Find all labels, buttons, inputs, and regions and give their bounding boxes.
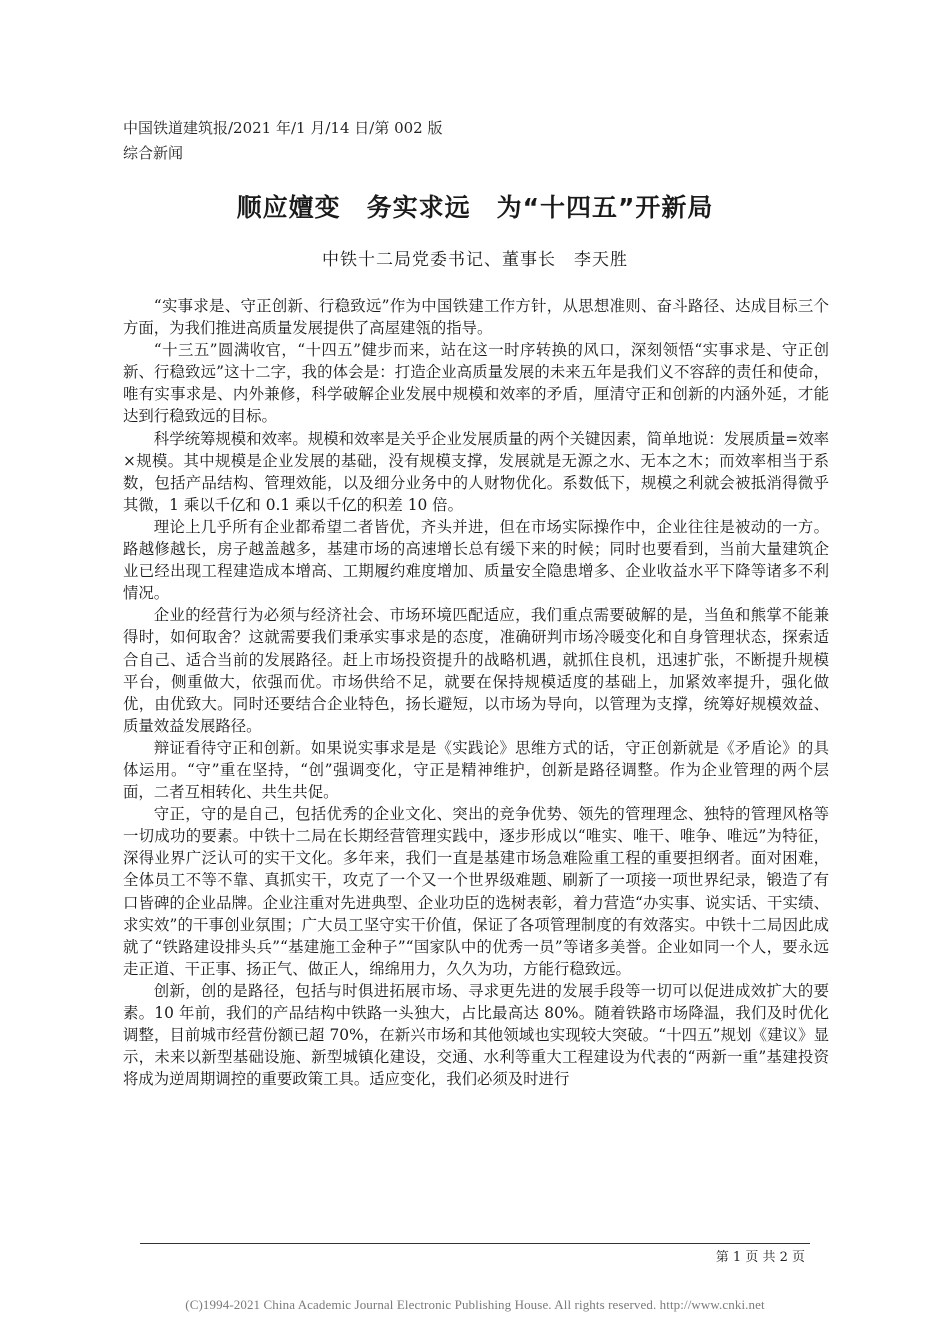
paragraph: “实事求是、守正创新、行稳致远”作为中国铁建工作方针，从思想准则、奋斗路径、达成目标三个方面，为我们推进高质量发展提供了高屋建瓴的指导。: [123, 297, 829, 338]
paragraph: 守正，守的是自己，包括优秀的企业文化、突出的竞争优势、领先的管理理念、独特的管理风格等一切成功的要素。中铁十二局在长期经营管理实践中，逐步形成以“唯实、唯干、唯争、唯远”为特征，深得业界广泛认可的实干文化。多年来，我们一直是基建市场急难险重工程的重要担纲者。面对困难，全体员工不等不靠、真抓实干，攻克了一个又一个世界级难题、刷新了一项接一项世界纪录，锻造了有口皆碑的企业品牌。企业注重对先进典型、企业功臣的选树表彰，着力营造“办实事、说实话、干实绩、求实效”的干事创业氛围；广大员工坚守实干价值，保证了各项管理制度的有效落实。中铁十二局因此成就了“铁路建设排头兵”“基建施工金种子”“国家队中的优秀一员”等诸多美誉。企业如同一个人，要永远走正道、干正事、扬正气、做正人，绵绵用力，久久为功，方能行稳致远。: [123, 805, 829, 978]
paragraph: 科学统筹规模和效率。规模和效率是关乎企业发展质量的两个关键因素，简单地说：发展质量=效率×规模。其中规模是企业发展的基础，没有规模支撑，发展就是无源之水、无本之木；而效率相当于系数，包括产品结构、管理效能，以及细分业务中的人财物优化。系数低下，规模之利就会被抵消得微乎其微，1 乘以千亿和 0.1 乘以千亿的积差 10 倍。: [123, 429, 829, 514]
paragraph: “十三五”圆满收官，“十四五”健步而来，站在这一时序转换的风口，深刻领悟“实事求是、守正创新、行稳致远”这十二字，我的体会是：打造企业高质量发展的未来五年是我们义不容辞的责任和使命，唯有实事求是、内外兼修，科学破解企业发展中规模和效率的矛盾，厘清守正和创新的内涵外延，才能达到行稳致远的目标。: [123, 341, 829, 426]
article-body: [123, 295, 829, 1090]
paragraph: 企业的经营行为必须与经济社会、市场环境匹配适应，我们重点需要破解的是，当鱼和熊掌不能兼得时，如何取舍？这就需要我们秉承实事求是的态度，准确研判市场冷暖变化和自身管理状态，探索适合自己、适合当前的发展路径。赶上市场投资提升的战略机遇，就抓住良机，迅速扩张，不断提升规模平台，侧重做大，依强而优。市场供给不足，就要在保持规模适度的基础上，加紧效率提升，强化做优，由优致大。同时还要结合企业特色，扬长避短，以市场为导向，以管理为支撑，统筹好规模效益、质量效益发展路径。: [123, 606, 829, 735]
section-label: 综合新闻: [123, 144, 184, 162]
copyright-notice: (C)1994-2021 China Academic Journal Electronic Publishing House. All rights reserved. http://www.cnki.net: [185, 1297, 765, 1312]
footer-divider: [140, 1243, 810, 1244]
paragraph: 创新，创的是路径，包括与时俱进拓展市场、寻求更先进的发展手段等一切可以促进成效扩大的要素。10 年前，我们的产品结构中铁路一头独大，占比最高达 80%。随着铁路市场降温，我们及时优化调整，目前城市经营份额已超 70%，在新兴市场和其他领域也实现较大突破。“十四五”规划《建议》显示，未来以新型基础设施、新型城镇化建设，交通、水利等重大工程建设为代表的“两新一重”基建投资将成为逆周期调控的重要政策工具。适应变化，我们必须及时进行: [123, 981, 829, 1089]
page-indicator: 第 1 页 共 2 页: [715, 1250, 805, 1265]
article-author: 中铁十二局党委书记、董事长 李天胜: [322, 250, 628, 270]
paragraph: 理论上几乎所有企业都希望二者皆优，齐头并进，但在市场实际操作中，企业往往是被动的一方。路越修越长，房子越盖越多，基建市场的高速增长总有缓下来的时候；同时也要看到，当前大量建筑企业已经出现工程建造成本增高、工期履约难度增加、质量安全隐患增多、企业收益水平下降等诸多不利情况。: [123, 517, 829, 603]
paragraph: 辩证看待守正和创新。如果说实事求是是《实践论》思维方式的话，守正创新就是《矛盾论》的具体运用。“守”重在坚持，“创”强调变化，守正是精神维护，创新是路径调整。作为企业管理的两个层面，二者互相转化、共生共促。: [123, 738, 829, 802]
article-title: 顺应嬗变 务实求远 为“十四五”开新局: [236, 193, 714, 222]
source-line: 中国铁道建筑报/2021 年/1 月/14 日/第 002 版: [123, 119, 443, 137]
